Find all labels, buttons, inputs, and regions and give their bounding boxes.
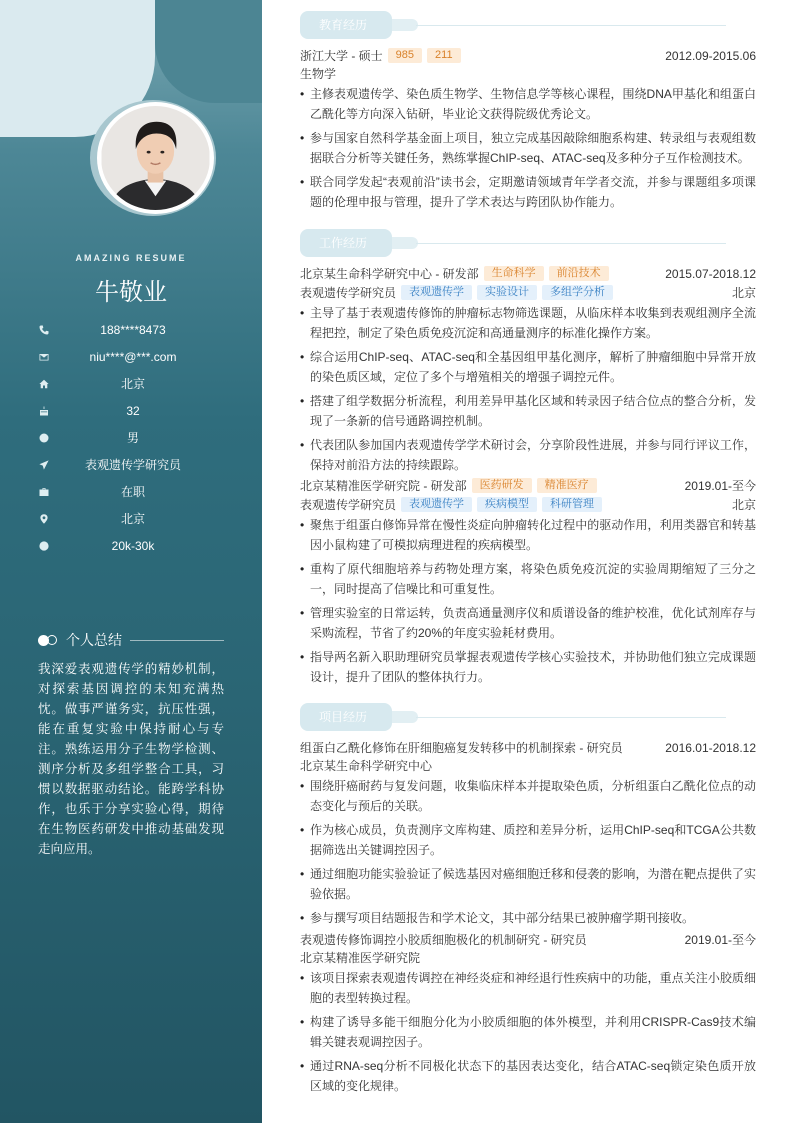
location-icon <box>38 513 50 525</box>
tag: 医药研发 <box>472 478 532 493</box>
company-name: 北京某生命科学研究中心 - 研发部 <box>300 267 479 281</box>
date-range: 2019.01-至今 <box>684 479 756 493</box>
tag: 985 <box>388 48 422 63</box>
project-org: 北京某精准医学研究院 <box>300 951 421 965</box>
info-age <box>38 397 228 424</box>
bullet-list <box>300 776 756 928</box>
list-item: • 联合同学发起“表观前沿”读书会，定期邀请领域青年学者交流，并参与课题组多项课题的伦理申报与管理，提升了学术表达与跨团队协作能力。 <box>300 172 756 212</box>
list-item: • 重构了原代细胞培养与药物处理方案，将染色质免疫沉淀的实验周期缩短了三分之一，同时提高了信噪比和可重复性。 <box>300 559 756 599</box>
contact-info-list <box>38 316 228 559</box>
skill-tag: 表观遗传学 <box>401 497 472 512</box>
list-item: • 综合运用ChIP-seq、ATAC-seq和全基因组甲基化测序，解析了肿瘤细胞中异常开放的染色质区域，定位了多个与增殖相关的增强子调控元件。 <box>300 347 756 387</box>
date-range: 2019.01-至今 <box>684 933 756 947</box>
info-location <box>38 505 228 532</box>
list-item: • 主导了基于表观遗传修饰的肿瘤标志物筛选课题，从临床样本收集到表观组测序全流程把控，制定了染色质免疫沉淀和高通量测序的标准化操作方案。 <box>300 303 756 343</box>
list-item: • 围绕肝癌耐药与复发问题，收集临床样本并提取染色质，分析组蛋白乙酰化位点的动态变化与预后的关联。 <box>300 776 756 816</box>
bullet-list <box>300 968 756 1096</box>
skill-tag: 表观遗传学 <box>401 285 472 300</box>
skill-tag: 实验设计 <box>477 285 537 300</box>
gender-value: 男 <box>126 431 139 445</box>
location-value: 北京 <box>120 512 145 526</box>
section-title: 教育经历 <box>318 18 367 32</box>
city: 北京 <box>731 498 756 512</box>
section-title: 工作经历 <box>318 236 367 250</box>
project-title: 组蛋白乙酰化修饰在肝细胞癌复发转移中的机制探索 - 研究员 <box>300 741 623 755</box>
list-item: • 管理实验室的日常运转，负责高通量测序仪和质谱设备的维护校准，优化试剂库存与采购流程，节省了约20%的年度实验耗材费用。 <box>300 603 756 643</box>
date-range: 2015.07-2018.12 <box>665 266 756 281</box>
phone-value: 188****8473 <box>100 322 166 337</box>
info-email <box>38 343 228 370</box>
info-gender <box>38 424 228 451</box>
info-home <box>38 370 228 397</box>
project-org: 北京某生命科学研究中心 <box>300 759 433 773</box>
info-salary <box>38 532 228 559</box>
send-icon <box>38 459 50 471</box>
date-range: 2012.09-2015.06 <box>665 48 756 63</box>
list-item: • 该项目探索表观遗传调控在神经炎症和神经退行性疾病中的功能，重点关注小胶质细胞的表型转换过程。 <box>300 968 756 1008</box>
list-item: • 构建了诱导多能干细胞分化为小胶质细胞的体外模型，并利用CRISPR-Cas9技术编辑关键表观调控因子。 <box>300 1012 756 1052</box>
section-header-work <box>300 229 730 257</box>
list-item: • 聚焦于组蛋白修饰异常在慢性炎症向肿瘤转化过程中的驱动作用，利用类器官和转基因小鼠构建了可模拟病理进程的疾病模型。 <box>300 515 756 555</box>
avatar <box>97 102 214 214</box>
tag: 前沿技术 <box>549 266 609 281</box>
skill-tag: 科研管理 <box>542 497 602 512</box>
status-value: 在职 <box>120 485 145 499</box>
resume-label: AMAZING RESUME <box>75 253 187 263</box>
home-icon <box>38 378 50 390</box>
section-title: 项目经历 <box>318 710 367 724</box>
skill-tag: 多组学分析 <box>542 285 613 300</box>
candidate-name: 牛敬业 <box>95 279 167 306</box>
skill-tag: 疾病模型 <box>477 497 537 512</box>
section-header-project <box>300 703 730 731</box>
tag: 精准医疗 <box>537 478 597 493</box>
salary-icon <box>38 540 50 552</box>
date-range: 2016.01-2018.12 <box>665 740 756 755</box>
list-item: • 通过细胞功能实验验证了候选基因对癌细胞迁移和侵袭的影响，为潜在靶点提供了实验依据。 <box>300 864 756 904</box>
decorative-shape <box>155 0 262 103</box>
cake-icon <box>38 405 50 417</box>
phone-icon <box>38 324 50 336</box>
briefcase-icon <box>38 486 50 498</box>
city: 北京 <box>731 286 756 300</box>
info-status <box>38 478 228 505</box>
project-title: 表观遗传修饰调控小胶质细胞极化的机制研究 - 研究员 <box>300 933 587 947</box>
work-entry <box>300 264 756 479</box>
main-content <box>300 0 756 1123</box>
sidebar <box>0 0 262 1123</box>
tag: 生命科学 <box>484 266 544 281</box>
project-entry <box>300 738 756 932</box>
list-item: • 通过RNA-seq分析不同极化状态下的基因表达变化，结合ATAC-seq锁定染色质开放区域的变化规律。 <box>300 1056 756 1096</box>
work-entry <box>300 476 756 691</box>
mail-icon <box>38 351 50 363</box>
avatar-portrait <box>101 106 210 210</box>
list-item: • 参与撰写项目结题报告和学术论文，其中部分结果已被肿瘤学期刊接收。 <box>300 908 756 928</box>
education-entry <box>300 46 756 216</box>
salary-value: 20k-30k <box>111 538 155 553</box>
school-name: 浙江大学 - 硕士 <box>300 49 383 63</box>
project-entry <box>300 930 756 1100</box>
company-name: 北京某精准医学研究院 - 研发部 <box>300 479 467 493</box>
bullet-list <box>300 515 756 687</box>
list-item: • 参与国家自然科学基金面上项目，独立完成基因敲除细胞系构建、转录组与表观组数据联合分析等关键任务，熟练掌握ChIP-seq、ATAC-seq及多种分子互作检测技术。 <box>300 128 756 168</box>
summary-text: 我深爱表观遗传学的精妙机制，对探索基因调控的未知充满热忱。做事严谨务实，抗压性强，能在重复实验中保持耐心与专注。熟练运用分子生物学检测、测序分析及多组学整合工具，习惯以数据驱动结论。能跨学科协作，也乐于分享实验心得，期待在生物医药研发中推动基础发现走向应用。 <box>38 662 224 856</box>
age-value: 32 <box>126 403 140 418</box>
list-item: • 主修表观遗传学、染色质生物学、生物信息学等核心课程，围绕DNA甲基化和组蛋白乙酰化等方向深入钻研，毕业论文获得院级优秀论文。 <box>300 84 756 124</box>
position-value: 表观遗传学研究员 <box>84 458 181 472</box>
info-phone <box>38 316 228 343</box>
job-role: 表观遗传学研究员 <box>300 498 397 512</box>
list-item: • 代表团队参加国内表观遗传学学术研讨会，分享阶段性进展，并参与同行评议工作，保持对前沿方法的持续跟踪。 <box>300 435 756 475</box>
bullet-list <box>300 84 756 212</box>
major: 生物学 <box>300 67 337 81</box>
list-item: • 搭建了组学数据分析流程，利用差异甲基化区域和转录因子结合位点的整合分析，发现了一条新的信号通路调控机制。 <box>300 391 756 431</box>
job-role: 表观遗传学研究员 <box>300 286 397 300</box>
divider <box>130 640 224 641</box>
tag: 211 <box>427 48 461 63</box>
email-value: niu****@***.com <box>89 349 177 364</box>
bullet-list <box>300 303 756 475</box>
summary-heading <box>38 631 224 649</box>
section-header-education <box>300 11 730 39</box>
dots-icon <box>38 635 60 646</box>
list-item: • 作为核心成员，负责测序文库构建、质控和差异分析，运用ChIP-seq和TCGA公共数据筛选出关键调控因子。 <box>300 820 756 860</box>
gender-icon <box>38 432 50 444</box>
list-item: • 指导两名新入职助理研究员掌握表观遗传学核心实验技术，并协助他们独立完成课题设计，提升了团队的整体执行力。 <box>300 647 756 687</box>
summary-title: 个人总结 <box>66 632 122 648</box>
home-value: 北京 <box>120 377 145 391</box>
info-position <box>38 451 228 478</box>
